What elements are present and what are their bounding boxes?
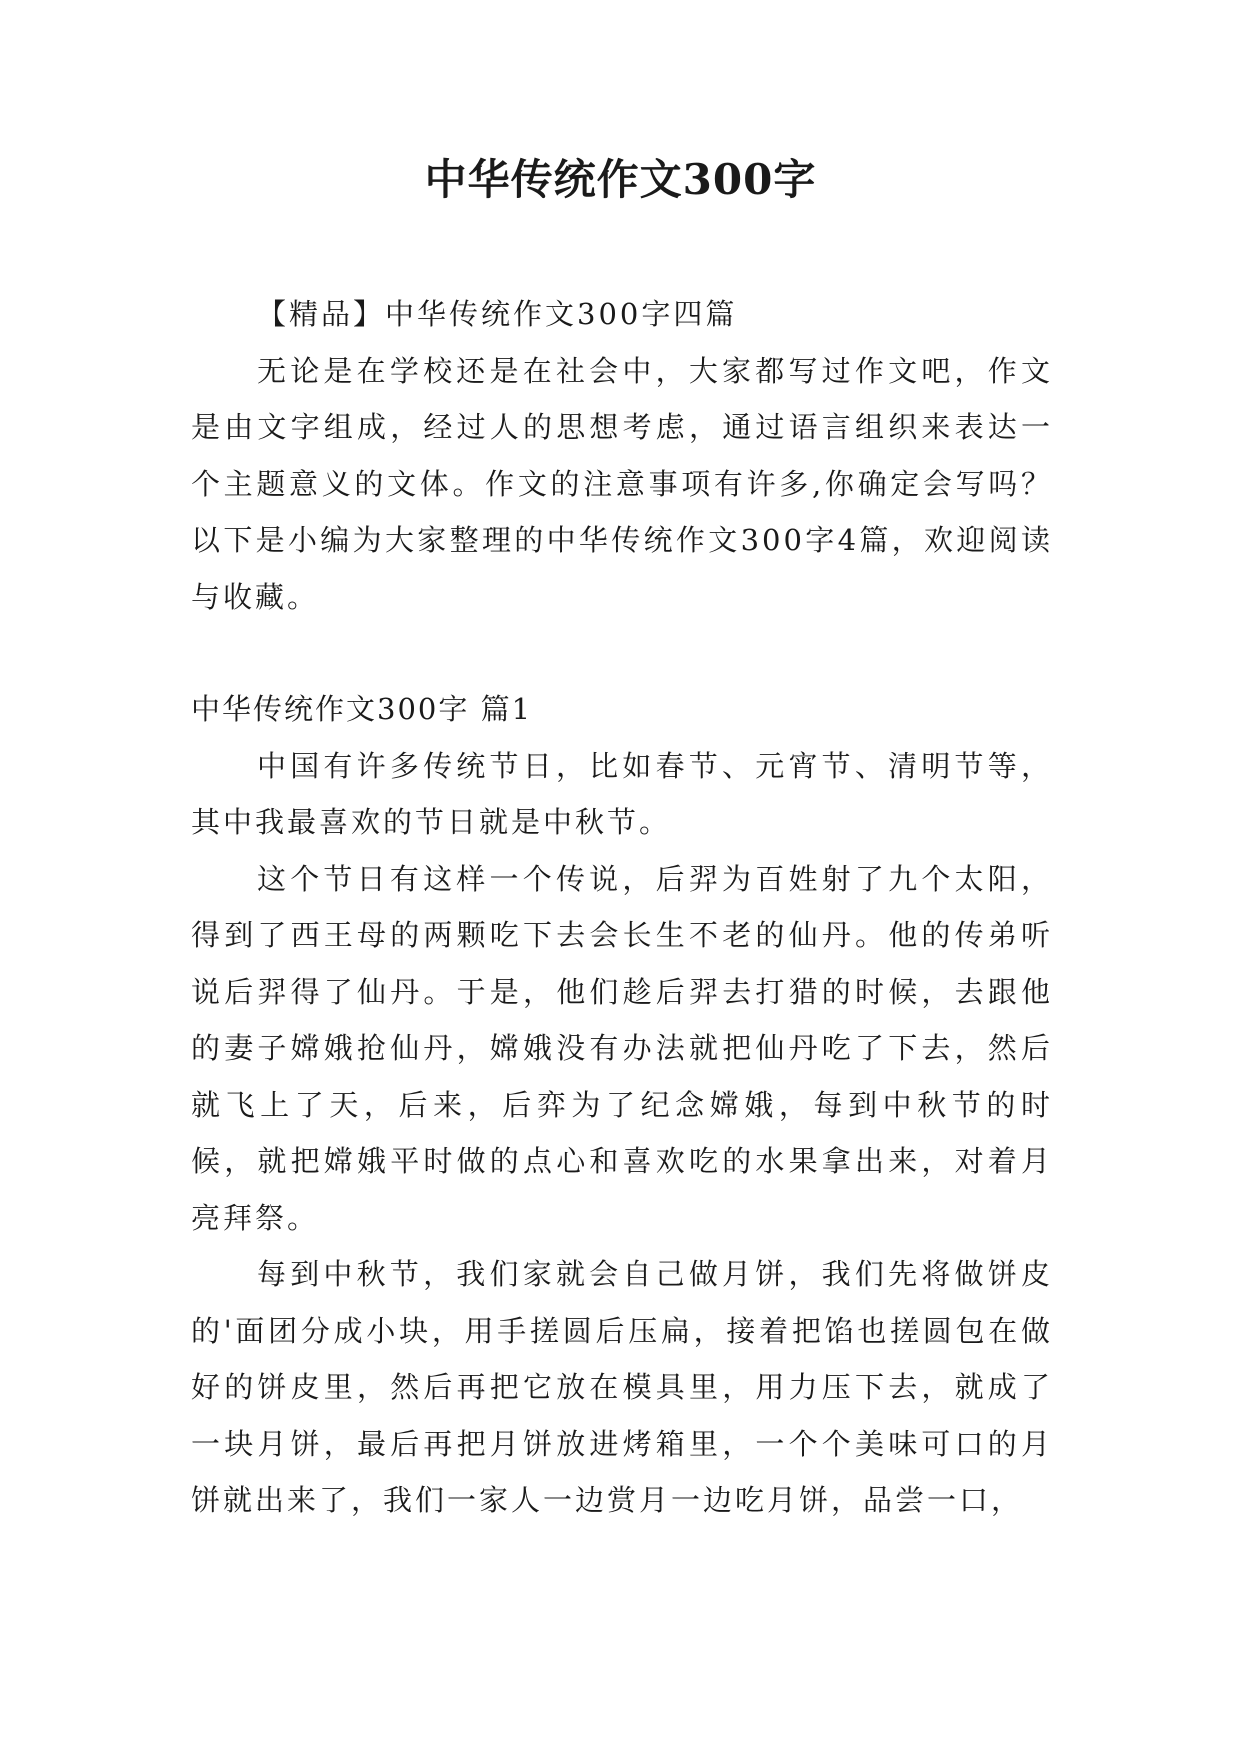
- section-spacer: [191, 625, 1053, 681]
- document-body: [191, 286, 1053, 1529]
- section-heading: 中华传统作文300字 篇1: [191, 692, 533, 726]
- body-paragraph: 这个节日有这样一个传说，后羿为百姓射了九个太阳，得到了西王母的两颗吃下去会长生不老的仙丹。他的传弟听说后羿得了仙丹。于是，他们趁后羿去打猎的时候，去跟他的妻子嫦娥抢仙丹，嫦娥没有办法就把仙丹吃了下去，然后就飞上了天，后来，后弈为了纪念嫦娥，每到中秋节的时候，就把嫦娥平时做的点心和喜欢吃的水果拿出来，对着月亮拜祭。: [191, 861, 1053, 1235]
- body-paragraph: 每到中秋节，我们家就会自己做月饼，我们先将做饼皮的'面团分成小块，用手搓圆后压扁，接着把馅也搓圆包在做好的饼皮里，然后再把它放在模具里，用力压下去，就成了一块月饼，最后再把月饼放进烤箱里，一个个美味可口的月饼就出来了，我们一家人一边赏月一边吃月饼，品尝一口，: [191, 1257, 1053, 1517]
- document-title: 中华传统作文300字: [424, 155, 817, 204]
- document-subtitle: 【精品】中华传统作文300字四篇: [257, 297, 738, 331]
- body-paragraph: 中国有许多传统节日，比如春节、元宵节、清明节等，其中我最喜欢的节日就是中秋节。: [191, 748, 1053, 839]
- intro-paragraph: 无论是在学校还是在社会中，大家都写过作文吧，作文是由文字组成，经过人的思想考虑，通过语言组织来表达一个主题意义的文体。作文的注意事项有许多,你确定会写吗？以下是小编为大家整理的中华传统作文300字4篇，欢迎阅读与收藏。: [191, 353, 1053, 614]
